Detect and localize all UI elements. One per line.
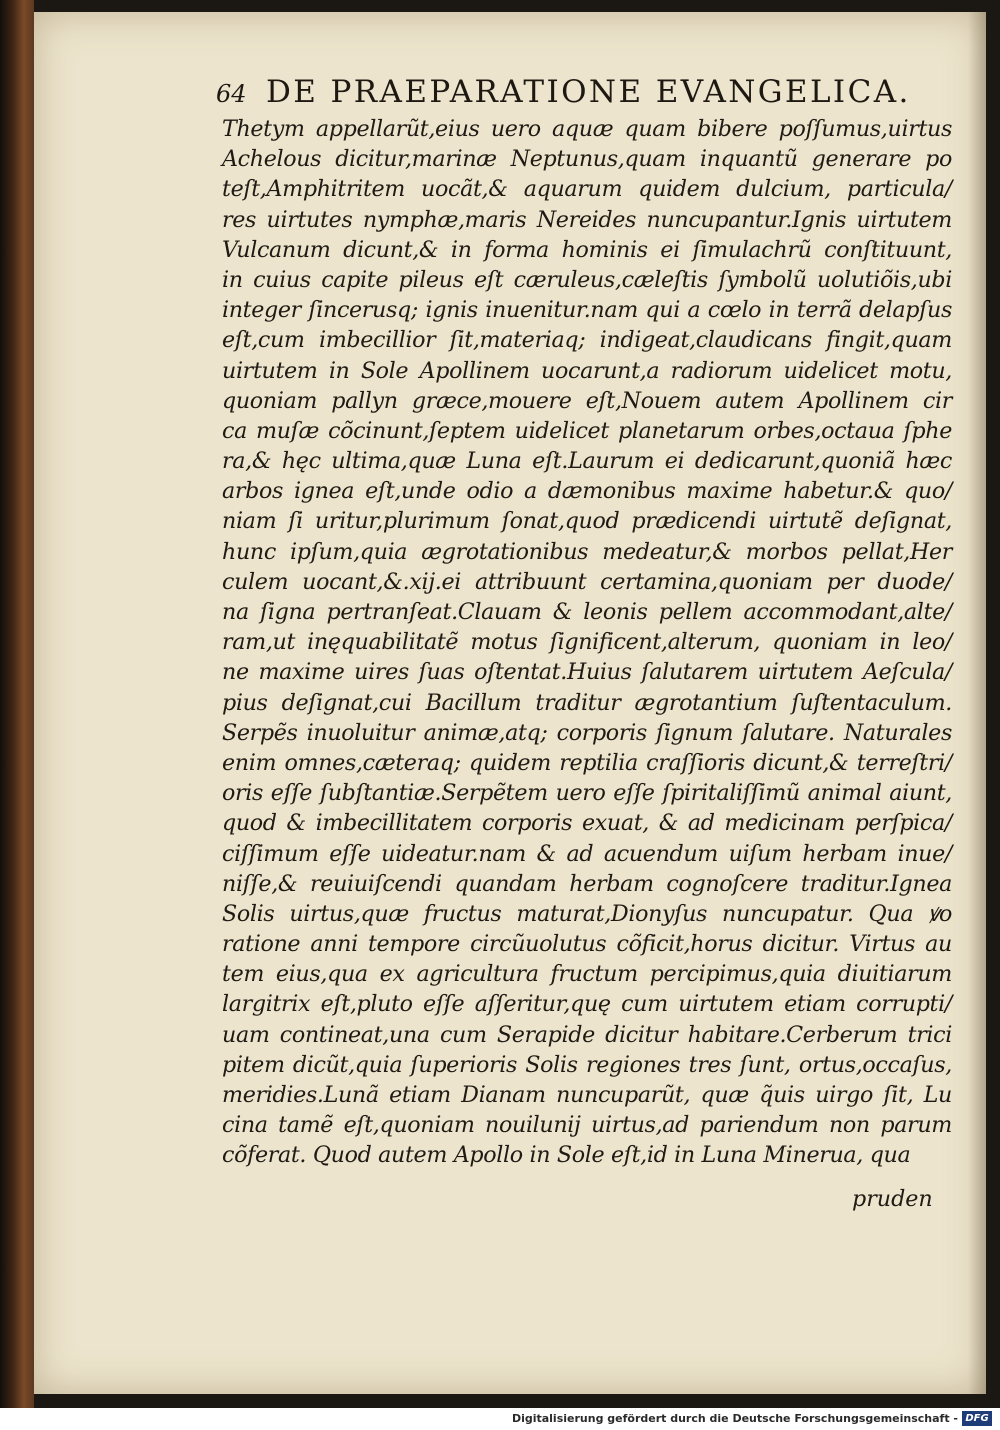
text-line: meridies.Lunã etiam Dianam nuncuparũt, quæ q̃uis uirgo ſit, Lu — [222, 1082, 952, 1108]
text-line: ciſſimum eſſe uideatur.nam & ad acuendum uiſum herbam inue/ — [222, 840, 952, 867]
text-line: ratione anni tempore circũuolutus cõficit,horus dicitur. Virtus au — [222, 931, 952, 958]
text-line: teſt,Amphitritem uocãt,& aquarum quidem dulcium, particula/ — [222, 176, 952, 203]
text-line: eſt,cum imbecillior ſit,materiaq; indigeat,claudicans fingit,quam — [222, 327, 952, 354]
text-line: ram,ut inęquabilitatẽ motus ſignificent,alterum, quoniam in leo/ — [222, 629, 952, 656]
text-line: largitrix eſt,pluto eſſe aſſeritur,quę cum uirtutem etiam corrupti/ — [222, 991, 952, 1018]
book-spine-edge — [0, 0, 34, 1408]
text-line: Serpẽs inuoluitur animæ,atq; corporis ſignum ſalutare. Naturales — [222, 719, 952, 746]
text-line: niſſe,& reuiuiſcendi quandam herbam cognoſcere traditur.Ignea — [222, 870, 952, 897]
digitization-footer — [0, 1408, 1000, 1430]
text-line: uirtutem in Sole Apollinem uocarunt,a radiorum uidelicet motu, — [222, 357, 952, 384]
text-line: integer ſincerusq; ignis inuenitur.nam qui a cœlo in terrã delapſus — [222, 297, 952, 324]
text-line: Thetym appellarũt,eius uero aquæ quam bibere poſſumus,uirtus — [222, 116, 952, 142]
text-line: quod & imbecillitatem corporis exuat, & ad medicinam perſpica/ — [222, 810, 952, 837]
page-number: 64 — [216, 80, 247, 108]
text-line: culem uocant,&.xij.ei attribuunt certamina,quoniam per duode/ — [222, 568, 952, 595]
running-title: DE PRAEPARATIONE EVANGELICA. — [266, 74, 911, 110]
text-line: in cuius capite pileus eſt cæruleus,cæleſtis ſymbolũ uolutiõis,ubi — [222, 266, 952, 293]
text-line: arbos ignea eſt,unde odio a dæmonibus maxime habetur.& quo/ — [222, 478, 952, 505]
text-line: na ſigna pertranſeat.Clauam & leonis pellem accommodant,alte/ — [222, 599, 952, 625]
text-line: ca muſæ cõcinunt,ſeptem uidelicet planetarum orbes,octaua ſphe — [222, 417, 952, 444]
text-line: tem eius,qua ex agricultura fructum percipimus,quia diuitiarum — [222, 961, 952, 988]
text-line: pitem dicũt,quia ſuperioris Solis regiones tres ſunt, ortus,occaſus, — [222, 1051, 952, 1078]
body-text — [222, 114, 952, 1171]
dfg-logo: DFG — [962, 1411, 992, 1426]
text-line: res uirtutes nymphæ,maris Nereides nuncupantur.Ignis uirtutem — [222, 206, 952, 233]
text-line: ra,& hęc ultima,quæ Luna eſt.Laurum ei dedicarunt,quoniã hæc — [222, 448, 952, 475]
text-line: enim omnes,cæteraq; quidem reptilia craſſioris dicunt,& terreſtri/ — [222, 749, 952, 776]
text-line: pius deſignat,cui Bacillum traditur ægrotantium ſuſtentaculum. — [222, 689, 952, 716]
text-line: ne maxime uires ſuas oſtentat.Huius ſalutarem uirtutem Aeſcula/ — [222, 659, 952, 686]
text-line: cina tamẽ eſt,quoniam nouilunij uirtus,ad pariendum non parum — [222, 1112, 952, 1139]
text-line: hunc ipſum,quia ægrotationibus medeatur,& morbos pellat,Her — [222, 538, 952, 565]
text-line: oris eſſe ſubſtantiæ.Serpẽtem uero eſſe ſpiritaliſſimũ animal aiunt, — [222, 780, 952, 807]
catchword: pruden — [852, 1186, 933, 1212]
text-line: cõferat. Quod autem Apollo in Sole eſt,id in Luna Minerua, qua — [222, 1142, 911, 1169]
funding-credit: Digitalisierung gefördert durch die Deutsche Forschungsgemeinschaft - — [511, 1412, 958, 1425]
text-line: niam ſi uritur,plurimum ſonat,quod prædicendi uirtutẽ deſignat, — [222, 508, 952, 535]
text-line: Vulcanum dicunt,& in forma hominis ei ſimulachrũ conſtituunt, — [222, 236, 952, 263]
text-line: uam contineat,una cum Serapide dicitur habitare.Cerberum trici — [222, 1021, 952, 1048]
text-line: Solis uirtus,quæ fructus maturat,Dionyſus nuncupatur. Qua ꝟo — [222, 900, 952, 927]
text-line: quoniam pallyn græce,mouere eſt,Nouem autem Apollinem cir — [222, 387, 952, 414]
text-line: Achelous dicitur,marinæ Neptunus,quam inquantũ generare po — [222, 146, 952, 173]
